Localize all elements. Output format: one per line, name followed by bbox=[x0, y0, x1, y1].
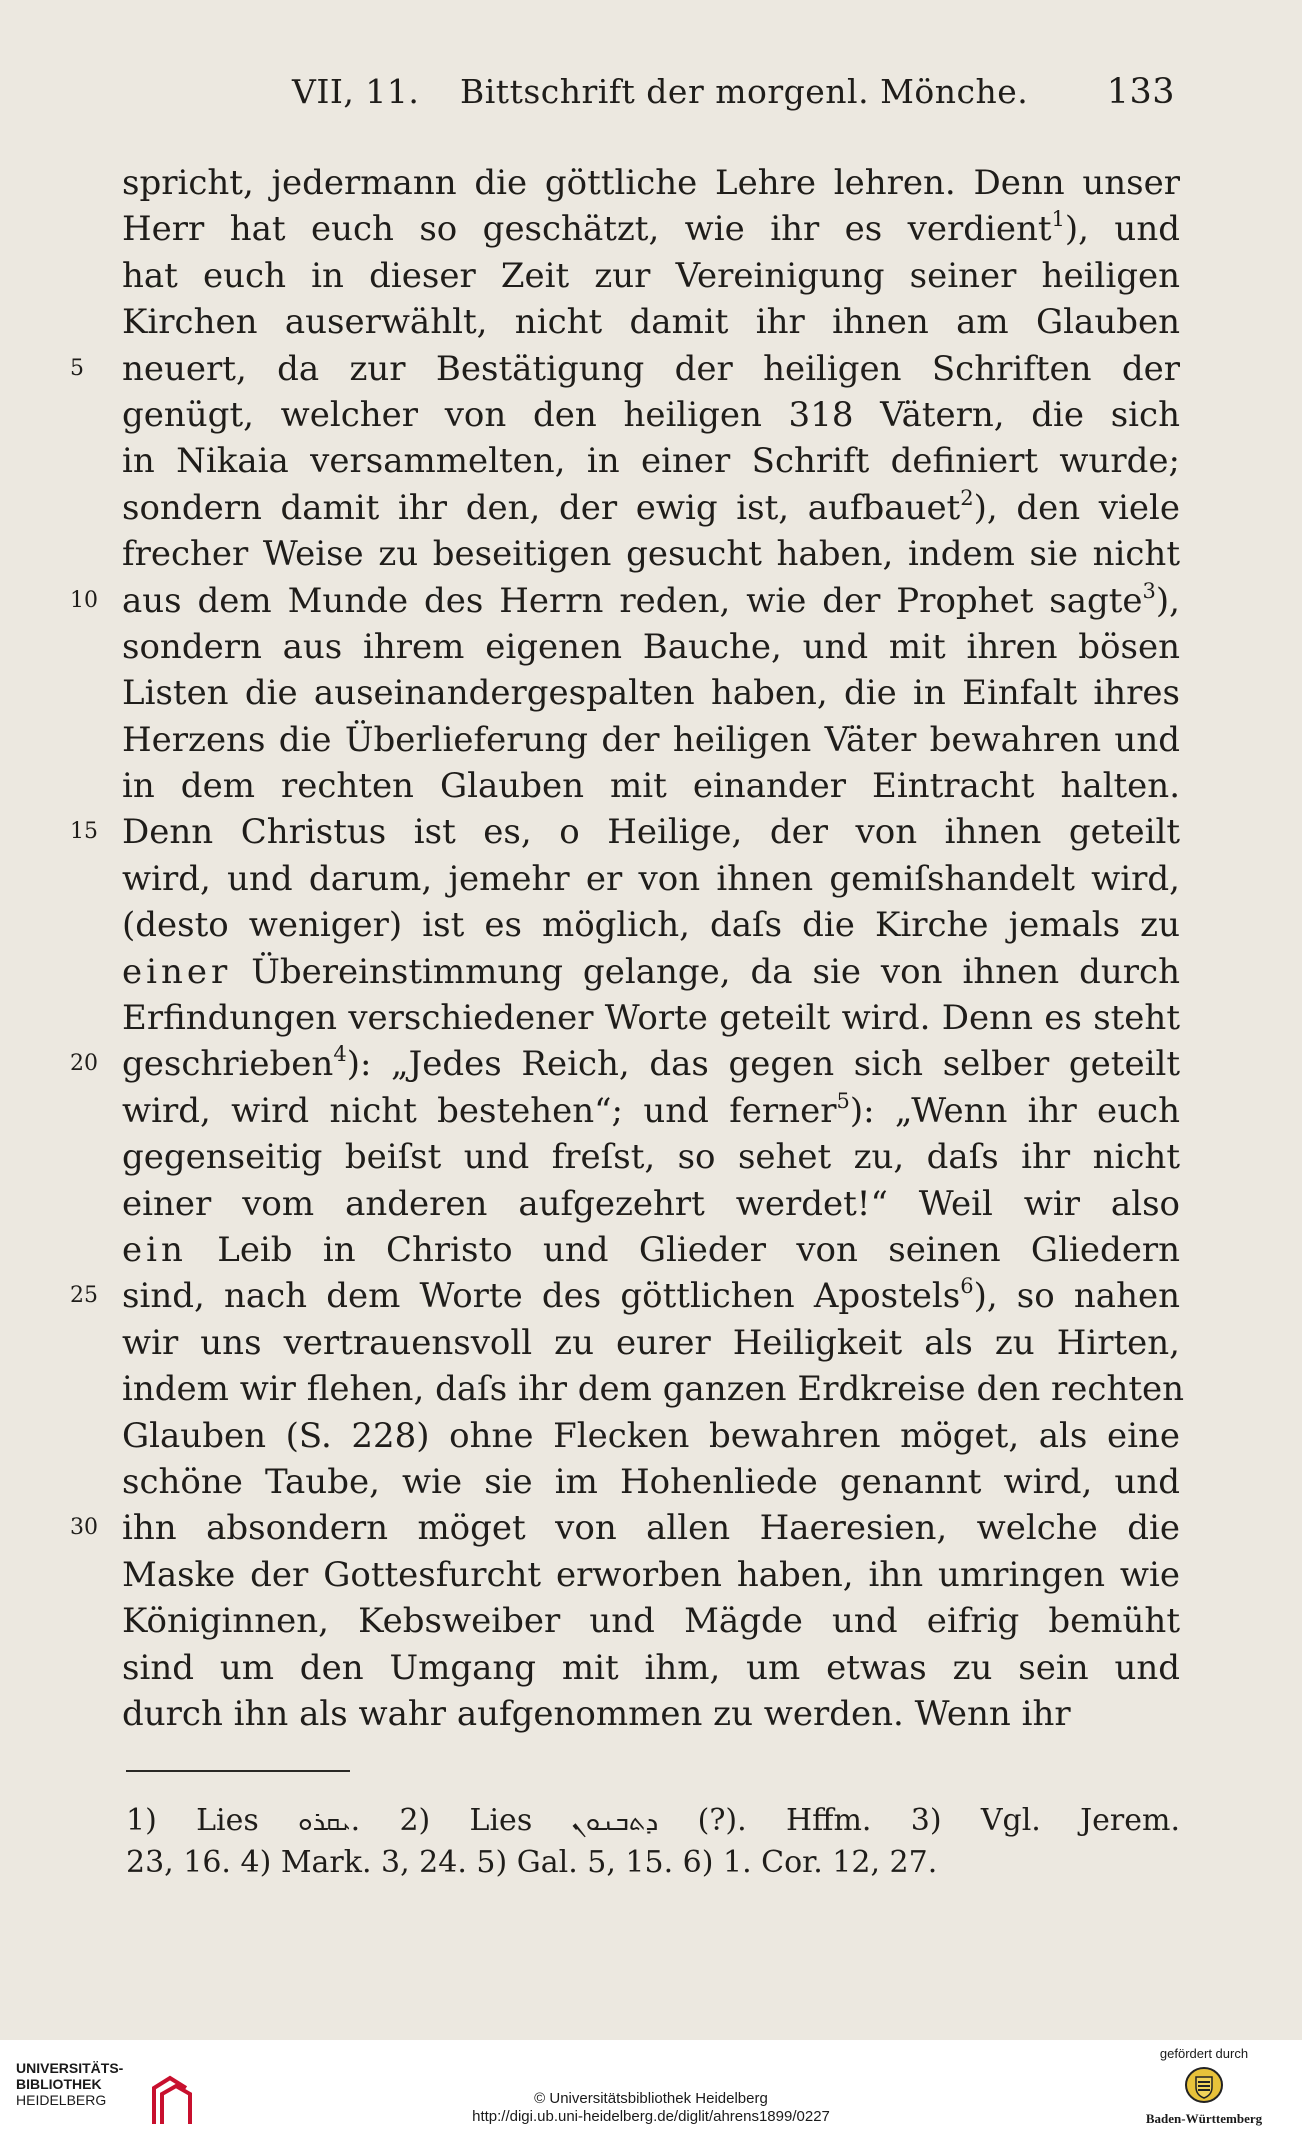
text-line bbox=[122, 624, 1180, 670]
text-line bbox=[122, 856, 1180, 902]
line-number: 30 bbox=[70, 1515, 98, 1541]
section-reference: VII, 11. bbox=[292, 72, 420, 111]
text-line bbox=[70, 1041, 1180, 1087]
line-number: 20 bbox=[70, 1051, 98, 1077]
text-line bbox=[70, 346, 1180, 392]
library-name-line: HEIDELBERG bbox=[16, 2092, 107, 2108]
line-text: in dem rechten Glauben mit einander Eintracht halten. bbox=[122, 766, 1180, 807]
line-number: 25 bbox=[70, 1283, 98, 1309]
text-line bbox=[70, 809, 1180, 855]
line-text: Maske der Gottesfurcht erworben haben, ihn umringen wie bbox=[122, 1554, 1180, 1595]
footnote-text: . 2) Lies bbox=[350, 1803, 572, 1838]
line-text: ), so nahen bbox=[973, 1276, 1180, 1317]
line-text: einer vom anderen aufgezehrt werdet!“ Weil wir also bbox=[122, 1183, 1180, 1224]
line-text: Listen die auseinandergespalten haben, die in Einfalt ihres bbox=[122, 673, 1180, 714]
line-number: 10 bbox=[70, 587, 98, 613]
line-text: neuert, da zur Bestätigung der heiligen Schriften der bbox=[122, 348, 1180, 389]
footnote-reference: 2 bbox=[960, 485, 974, 510]
text-line bbox=[122, 206, 1180, 252]
syriac-word: ܝܩܪܘ bbox=[298, 1807, 351, 1837]
text-line bbox=[122, 485, 1180, 531]
text-line bbox=[122, 392, 1180, 438]
line-number: 15 bbox=[70, 819, 98, 845]
line-text: indem wir flehen, daſs ihr dem ganzen Erdkreise den rechten bbox=[122, 1369, 1185, 1410]
footnote-reference: 5 bbox=[836, 1088, 850, 1113]
line-text: Erfindungen verschiedener Worte geteilt wird. Denn es steht bbox=[122, 998, 1180, 1039]
text-line bbox=[122, 949, 1180, 995]
line-text: gegenseitig beiſst und freſst, so sehet zu, daſs ihr nicht bbox=[122, 1137, 1180, 1178]
line-text: Übereinstimmung gelange, da sie von ihnen durch bbox=[231, 951, 1180, 992]
line-text: hat euch in dieser Zeit zur Vereinigung seiner heiligen bbox=[122, 255, 1180, 296]
text-line bbox=[122, 902, 1180, 948]
page-number: 133 bbox=[1106, 72, 1175, 112]
text-line bbox=[122, 1088, 1180, 1134]
line-text: ): „Wenn ihr euch bbox=[849, 1090, 1180, 1131]
text-line bbox=[122, 1645, 1180, 1691]
line-text: in Nikaia versammelten, in einer Schrift definiert wurde; bbox=[122, 441, 1180, 482]
text-line bbox=[122, 531, 1180, 577]
syriac-word: ܕܬܒܢܘܢ bbox=[571, 1807, 659, 1837]
line-text: Königinnen, Kebsweiber und Mägde und eifrig bemüht bbox=[122, 1601, 1180, 1642]
text-line bbox=[122, 1366, 1185, 1412]
text-line bbox=[70, 578, 1180, 624]
text-line bbox=[122, 253, 1180, 299]
footnote-text: 1) Lies bbox=[126, 1803, 299, 1838]
footnote-reference: 6 bbox=[960, 1274, 974, 1299]
footer-bar bbox=[0, 2040, 1302, 2136]
text-line bbox=[122, 160, 1180, 206]
text-line bbox=[122, 1227, 1180, 1273]
line-text: geschrieben bbox=[122, 1044, 334, 1085]
line-text: aus dem Munde des Herrn reden, wie der Prophet sagte bbox=[122, 580, 1143, 621]
footnote-reference: 4 bbox=[333, 1042, 347, 1067]
text-line bbox=[122, 717, 1180, 763]
text-line bbox=[122, 1552, 1180, 1598]
line-text: wir uns vertrauensvoll zu eurer Heiligkeit als zu Hirten, bbox=[122, 1322, 1180, 1363]
line-text: ), bbox=[1155, 580, 1180, 621]
library-name-line: BIBLIOTHEK bbox=[16, 2076, 102, 2092]
text-line bbox=[122, 1598, 1180, 1644]
permalink-url[interactable]: http://digi.ub.uni-heidelberg.de/diglit/ahrens1899/0227 bbox=[472, 2108, 830, 2125]
text-line bbox=[70, 1505, 1180, 1551]
text-line bbox=[122, 438, 1180, 484]
line-text: ), und bbox=[1064, 209, 1180, 250]
emphasized-word: ein bbox=[122, 1229, 187, 1270]
line-text: frecher Weise zu beseitigen gesucht haben, indem sie nicht bbox=[122, 534, 1180, 575]
line-text: Herzens die Überlieferung der heiligen Väter bewahren und bbox=[122, 719, 1180, 760]
line-text: sondern aus ihrem eigenen Bauche, und mit ihren bösen bbox=[122, 626, 1180, 667]
footnote-text: (?). Hffm. 3) Vgl. Jerem. bbox=[658, 1803, 1180, 1838]
emphasized-word: einer bbox=[122, 951, 232, 992]
text-line bbox=[122, 670, 1180, 716]
line-text: Denn Christus ist es, o Heilige, der von ihnen geteilt bbox=[122, 812, 1180, 853]
footnote-line: 23, 16. 4) Mark. 3, 24. 5) Gal. 5, 15. 6) 1. Cor. 12, 27. bbox=[126, 1845, 938, 1880]
copyright-text: © Universitätsbibliothek Heidelberg bbox=[534, 2090, 768, 2107]
line-text: genügt, welcher von den heiligen 318 Vätern, die sich bbox=[122, 394, 1180, 435]
sponsor-name: Baden-Württemberg bbox=[1145, 2111, 1263, 2126]
footnote-separator bbox=[126, 1770, 350, 1772]
line-text: Leib in Christo und Glieder von seinen Gliedern bbox=[186, 1229, 1180, 1270]
line-text: ): „Jedes Reich, das gegen sich selber geteilt bbox=[346, 1044, 1180, 1085]
text-line bbox=[122, 763, 1180, 809]
line-text: ihn absondern möget von allen Haeresien, welche die bbox=[122, 1508, 1180, 1549]
footnote-reference: 3 bbox=[1142, 578, 1156, 603]
line-number: 5 bbox=[70, 355, 84, 381]
copyright-notice bbox=[0, 2090, 1302, 2126]
sponsor-block bbox=[1124, 2046, 1284, 2132]
line-text: sondern damit ihr den, der ewig ist, aufbauet bbox=[122, 487, 961, 528]
line-text: wird, wird nicht bestehen“; und ferner bbox=[122, 1090, 837, 1131]
text-line bbox=[122, 1134, 1180, 1180]
running-header bbox=[120, 72, 1175, 122]
sponsor-label: gefördert durch bbox=[1159, 2046, 1249, 2061]
text-line bbox=[70, 1273, 1180, 1319]
line-text: sind, nach dem Worte des göttlichen Apostels bbox=[122, 1276, 961, 1317]
line-text: durch ihn als wahr aufgenommen zu werden. Wenn ihr bbox=[122, 1693, 1071, 1734]
coat-of-arms-icon bbox=[1184, 2065, 1224, 2105]
library-name-line: UNIVERSITÄTS- bbox=[16, 2060, 124, 2076]
line-text: spricht, jedermann die göttliche Lehre lehren. Denn unser bbox=[122, 163, 1180, 203]
text-line bbox=[122, 1320, 1180, 1366]
line-text: Herr hat euch so geschätzt, wie ihr es verdient bbox=[122, 209, 1052, 250]
text-line bbox=[122, 1181, 1180, 1227]
text-line bbox=[122, 1459, 1180, 1505]
line-text: sind um den Umgang mit ihm, um etwas zu sein und bbox=[122, 1647, 1180, 1688]
footnotes bbox=[126, 1800, 1180, 1884]
body-text bbox=[70, 160, 1185, 1737]
line-text: ), den viele bbox=[973, 487, 1181, 528]
line-text: (desto weniger) ist es möglich, daſs die Kirche jemals zu bbox=[122, 905, 1180, 946]
running-title: Bittschrift der morgenl. Mönche. bbox=[460, 72, 1029, 111]
text-line bbox=[122, 299, 1180, 345]
text-line bbox=[122, 1413, 1180, 1459]
line-text: wird, und darum, jemehr er von ihnen gemiſshandelt wird, bbox=[122, 858, 1180, 899]
footnote-line bbox=[126, 1800, 1180, 1842]
footnote-reference: 1 bbox=[1051, 207, 1065, 232]
text-line bbox=[122, 1691, 1180, 1737]
line-text: Kirchen auserwählt, nicht damit ihr ihnen am Glauben bbox=[122, 302, 1180, 343]
line-text: schöne Taube, wie sie im Hohenliede genannt wird, und bbox=[122, 1461, 1180, 1502]
line-text: Glauben (S. 228) ohne Flecken bewahren möget, als eine bbox=[122, 1415, 1180, 1456]
text-line bbox=[122, 995, 1180, 1041]
